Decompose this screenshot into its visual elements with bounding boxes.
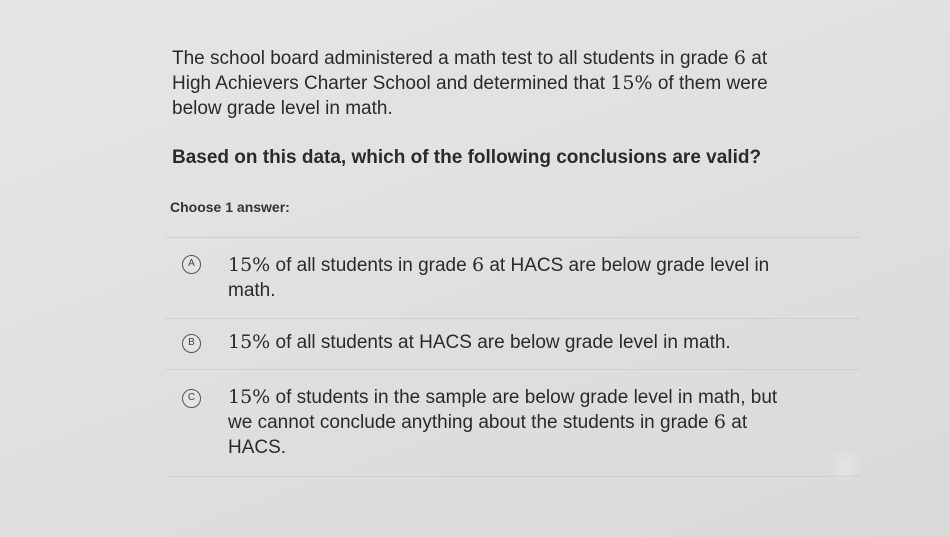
- choice-a[interactable]: [166, 238, 860, 318]
- choice-b-text: [228, 330, 858, 355]
- radio-b[interactable]: B: [182, 334, 201, 353]
- math-grade: 6: [733, 47, 746, 69]
- choice-c[interactable]: [166, 370, 860, 475]
- choice-b-line-1: [228, 330, 858, 355]
- math-percent: 15%: [610, 72, 653, 94]
- choice-a-line-2: math.: [228, 280, 276, 301]
- choice-a-text: [228, 253, 858, 303]
- question-line-1: [172, 46, 852, 71]
- radio-c[interactable]: C: [182, 389, 201, 408]
- math-grade: 6: [713, 411, 726, 433]
- choice-c-line-2: [228, 410, 858, 435]
- question-text-segment: High Achievers Charter School and determined that: [172, 73, 611, 94]
- question-prompt: Based on this data, which of the following conclusions are valid?: [172, 147, 762, 168]
- math-percent: 15%: [228, 331, 271, 353]
- question-line-3: below grade level in math.: [172, 98, 393, 119]
- question-text-segment: of them were: [652, 73, 768, 94]
- choice-text-segment: we cannot conclude anything about the students in grade: [228, 412, 714, 433]
- question-text-segment: The school board administered a math test to all students in grade: [172, 48, 734, 69]
- choice-c-line-3: HACS.: [228, 437, 287, 458]
- math-percent: 15%: [228, 386, 271, 408]
- choice-text-segment: of all students in grade: [270, 255, 472, 276]
- math-percent: 15%: [228, 254, 271, 276]
- choice-text-segment: at: [726, 412, 748, 433]
- screen-glare: [830, 450, 860, 480]
- choice-text-segment: at HACS are below grade level in: [484, 255, 770, 276]
- question-stem: [172, 46, 852, 121]
- choice-b[interactable]: [166, 319, 860, 369]
- choice-text-segment: of all students at HACS are below grade level in math.: [270, 332, 731, 353]
- question-line-2: [172, 71, 852, 96]
- choice-text-segment: of students in the sample are below grade level in math, but: [270, 387, 778, 408]
- choice-c-line-1: [228, 385, 858, 410]
- math-grade: 6: [471, 254, 485, 276]
- choice-c-text: [228, 385, 858, 460]
- question-text-segment: at: [745, 48, 768, 69]
- choose-answer-label: Choose 1 answer:: [170, 199, 290, 215]
- divider: [166, 476, 860, 477]
- choice-a-line-1: [228, 253, 858, 278]
- radio-a[interactable]: A: [182, 255, 201, 274]
